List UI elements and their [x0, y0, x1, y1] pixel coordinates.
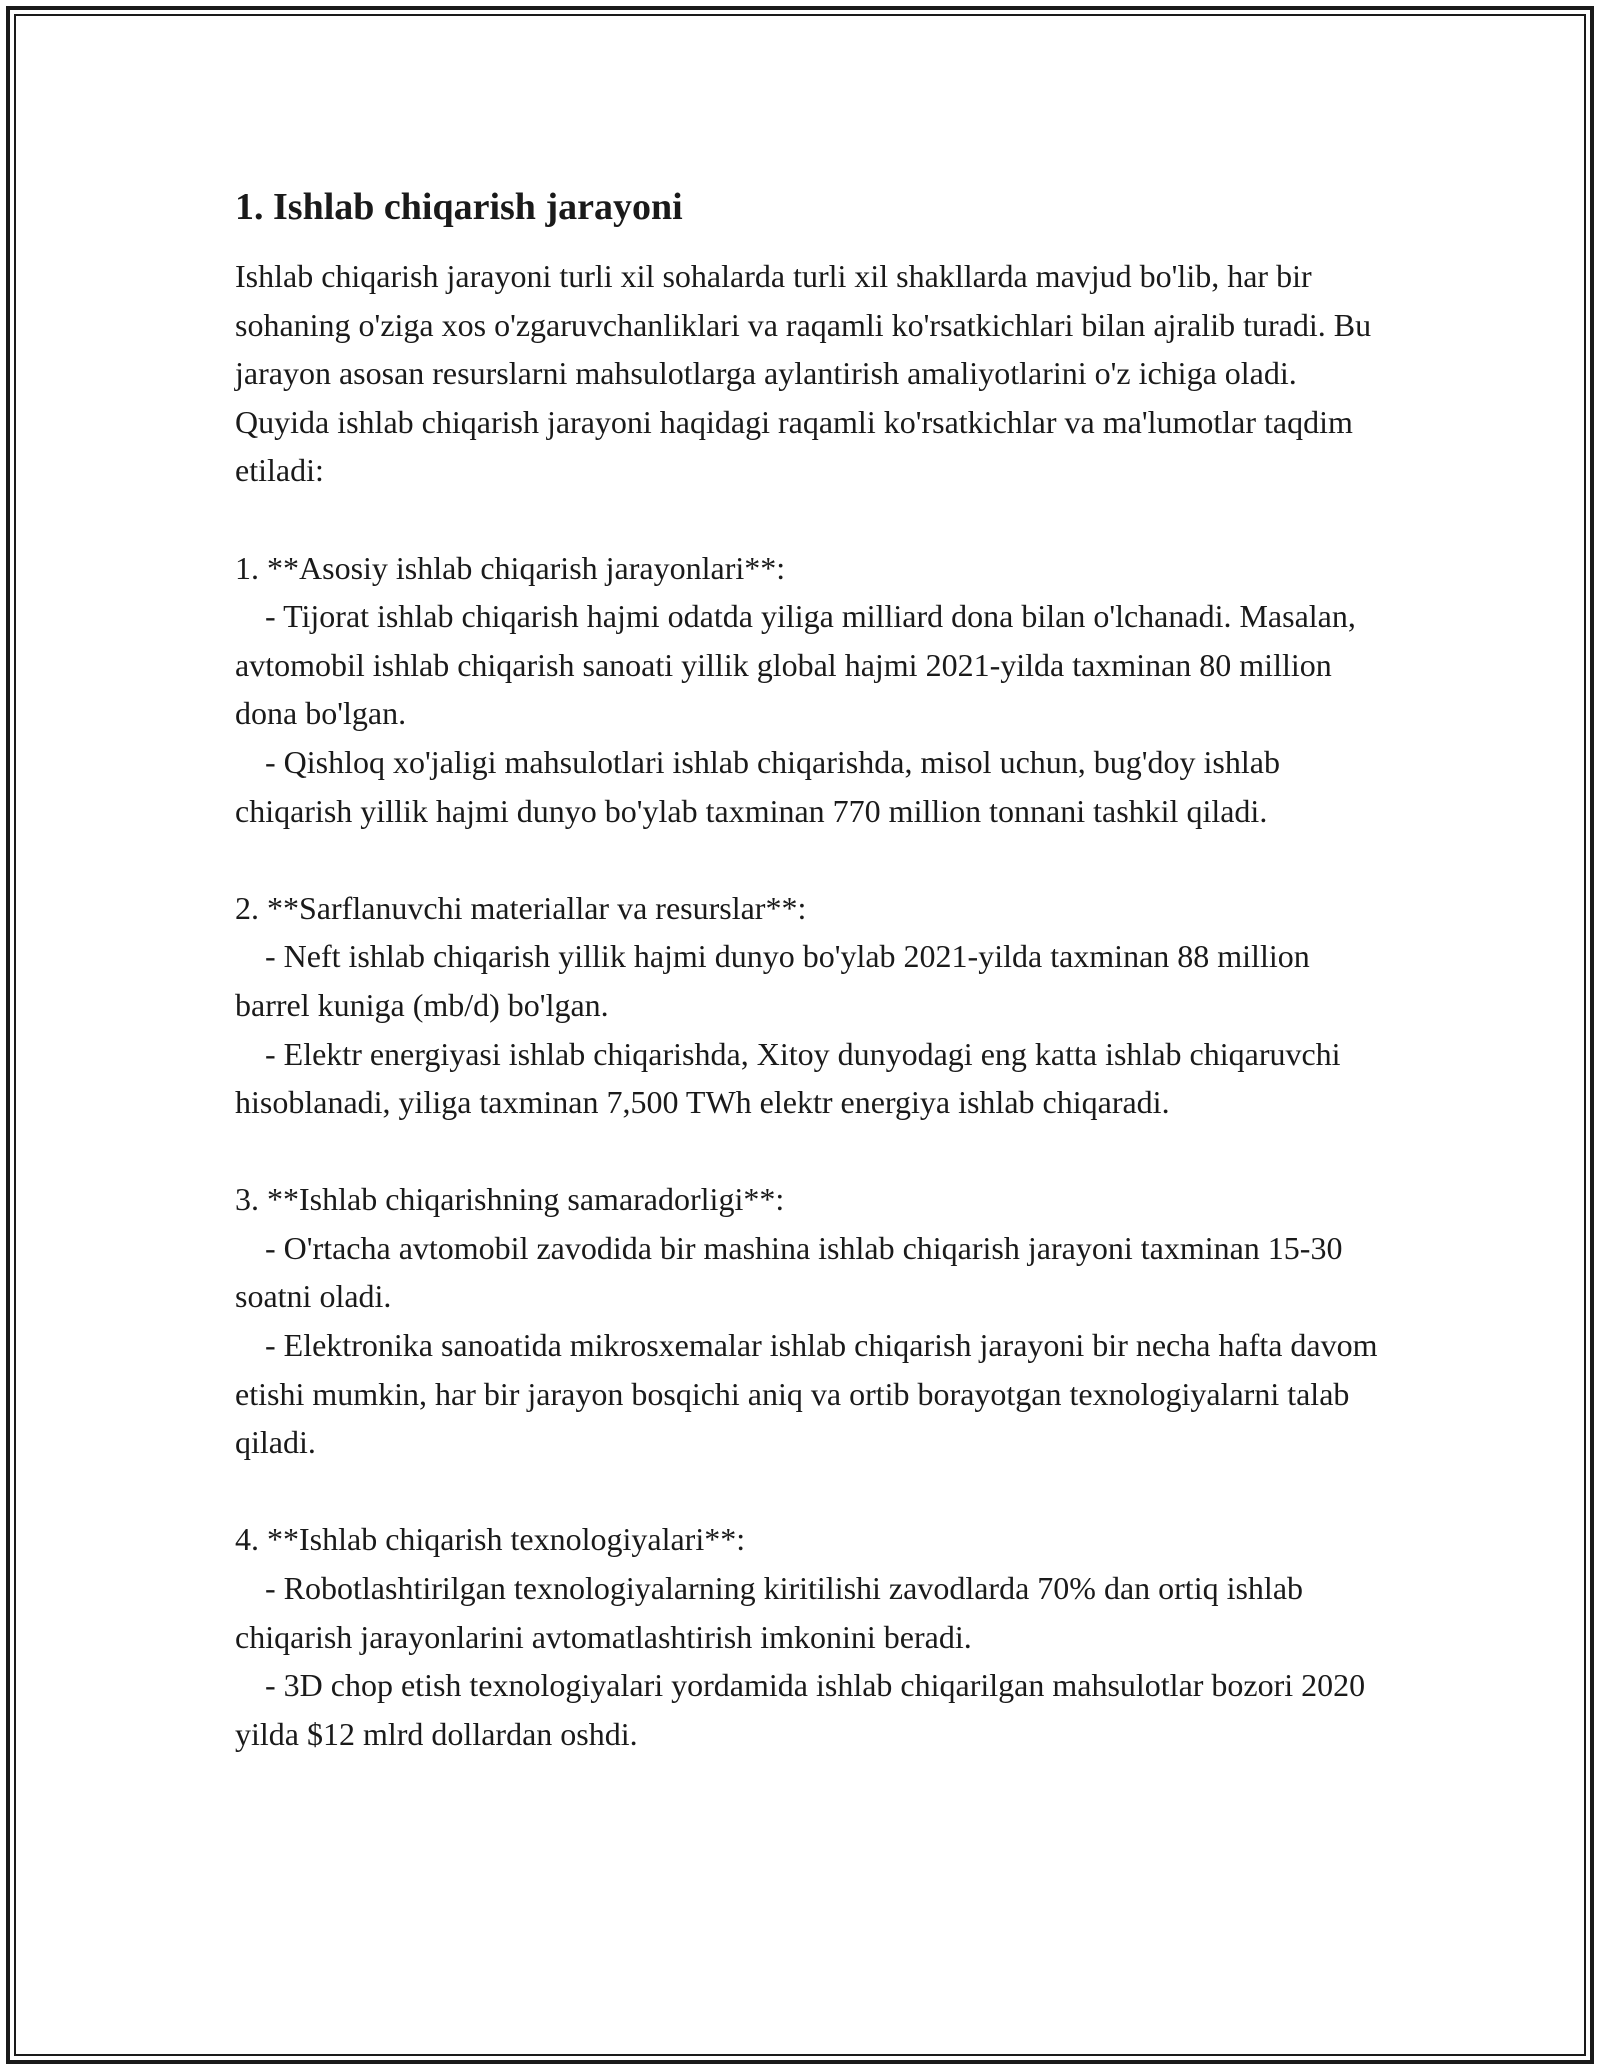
- spacer: [235, 1127, 1385, 1176]
- list-item: [235, 1224, 1385, 1321]
- section-heading: 1. **Asosiy ishlab chiqarish jarayonlari**:: [235, 549, 786, 586]
- list-item-text: - Qishloq xo'jaligi mahsulotlari ishlab chiqarishda, misol uchun, bug'doy ishlab chiqarish yillik hajmi dunyo bo'ylab taxminan 770 million tonnani tashkil qiladi.: [235, 743, 1280, 829]
- document-body: [235, 184, 1385, 1758]
- intro-paragraph: Ishlab chiqarish jarayoni turli xil sohalarda turli xil shakllarda mavjud bo'lib, har bir sohaning o'ziga xos o'zgaruvchanliklari va raqamli ko'rsatkichlari bilan ajralib turadi. Bu jarayon asosan resurslarni mahsulotlarga aylantirish amaliyotlarini o'z ichiga oladi. Quyida ishlab chiqarish jarayoni haqidagi raqamli ko'rsatkichlar va ma'lumotlar taqdim etiladi:: [235, 258, 1372, 489]
- list-item: [235, 738, 1385, 835]
- list-item: [235, 1030, 1385, 1127]
- section-heading: 2. **Sarflanuvchi materiallar va resurslar**:: [235, 889, 807, 926]
- spacer: [235, 495, 1385, 544]
- list-item-text: - Elektr energiyasi ishlab chiqarishda, Xitoy dunyodagi eng katta ishlab chiqaruvchi hisoblanadi, yiliga taxminan 7,500 TWh elektr energiya ishlab chiqaradi.: [235, 1035, 1341, 1121]
- list-item: [235, 1564, 1385, 1661]
- spacer: [235, 1467, 1385, 1516]
- list-item-text: - Elektronika sanoatida mikrosxemalar ishlab chiqarish jarayoni bir necha hafta davom etishi mumkin, har bir jarayon bosqichi aniq va ortib borayotgan texnologiyalarni talab qiladi.: [235, 1327, 1378, 1461]
- section-heading: 4. **Ishlab chiqarish texnologiyalari**:: [235, 1521, 746, 1558]
- list-item: [235, 1321, 1385, 1467]
- section-3: [235, 1175, 1385, 1467]
- document-title: 1. Ishlab chiqarish jarayoni: [235, 186, 683, 228]
- list-item: [235, 1661, 1385, 1758]
- list-item: [235, 592, 1385, 738]
- section-1: [235, 544, 1385, 836]
- list-item: [235, 932, 1385, 1029]
- list-item-text: - Neft ishlab chiqarish yillik hajmi dunyo bo'ylab 2021-yilda taxminan 88 million barrel kuniga (mb/d) bo'lgan.: [235, 938, 1310, 1023]
- spacer: [235, 835, 1385, 884]
- list-item-text: - Tijorat ishlab chiqarish hajmi odatda yiliga milliard dona bilan o'lchanadi. Masalan, avtomobil ishlab chiqarish sanoati yillik global hajmi 2021-yilda taxminan 80 million dona bo'lgan.: [235, 598, 1356, 732]
- list-item-text: - 3D chop etish texnologiyalari yordamida ishlab chiqarilgan mahsulotlar bozori 2020 yilda $12 mlrd dollardan oshdi.: [235, 1667, 1366, 1752]
- list-item-text: - Robotlashtirilgan texnologiyalarning kiritilishi zavodlarda 70% dan ortiq ishlab chiqarish jarayonlarini avtomatlashtirish imkonini beradi.: [235, 1570, 1304, 1655]
- section-2: [235, 884, 1385, 1127]
- section-heading: 3. **Ishlab chiqarishning samaradorligi**:: [235, 1181, 785, 1218]
- list-item-text: - O'rtacha avtomobil zavodida bir mashina ishlab chiqarish jarayoni taxminan 15-30 soatni oladi.: [235, 1229, 1343, 1315]
- section-4: [235, 1515, 1385, 1758]
